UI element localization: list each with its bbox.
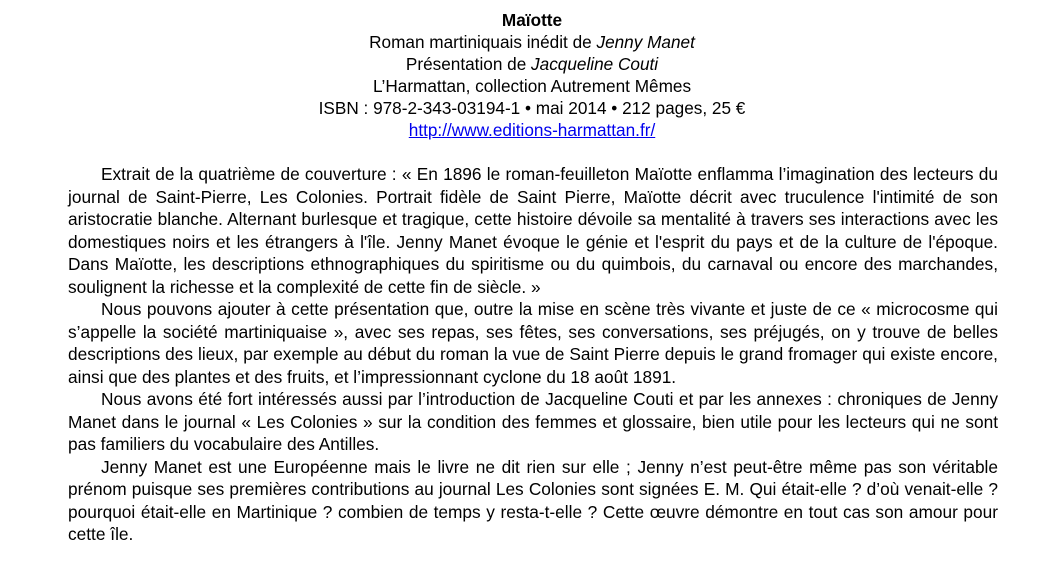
review-body <box>68 163 998 546</box>
book-header <box>0 9 1056 141</box>
book-title: Maïotte <box>501 10 563 30</box>
publisher-line: L’Harmattan, collection Autrement Mêmes <box>372 76 692 96</box>
subtitle-prefix: Roman martiniquais inédit de <box>369 32 597 52</box>
book-subtitle <box>0 31 1056 53</box>
paragraph-cover-excerpt: Extrait de la quatrième de couverture : « En 1896 le roman-feuilleton Maïotte enflamma l’imagination des lecteurs du journal de Saint-Pierre, Les Colonies. Portrait fidèle de Saint Pierre, Maïotte décrit avec truculence l'intimité de son aristocratie blanche. Alternant burlesque et tragique, cette histoire dévoile sa mentalité à travers ses interactions avec les domestiques noirs et les étrangers à l'île. Jenny Manet évoque le génie et l'esprit du pays et de la culture de l'époque. Dans Maïotte, les descriptions ethnographiques du spiritisme ou du quimbois, du carnaval ou encore des marchandes, soulignent la richesse et la complexité de cette fin de siècle. » <box>68 164 998 297</box>
paragraph-author: Jenny Manet est une Européenne mais le livre ne dit rien sur elle ; Jenny n’est peut-être même pas son véritable prénom puisque ses premières contributions au journal Les Colonies sont signées E. M. Qui était-elle ? d’où venait-elle ? pourquoi était-elle en Martinique ? combien de temps y resta-t-elle ? Cette œuvre démontre en tout cas son amour pour cette île. <box>68 456 998 544</box>
presentation-line <box>0 53 1056 75</box>
isbn-line: ISBN : 978-2-343-03194-1 • mai 2014 • 212 pages, 25 € <box>318 98 746 118</box>
presentation-prefix: Présentation de <box>405 54 532 74</box>
author-name: Jenny Manet <box>596 32 695 52</box>
paragraph-introduction: Nous avons été fort intéressés aussi par l’introduction de Jacqueline Couti et par les annexes : chroniques de Jenny Manet dans le journal « Les Colonies » sur la condition des femmes et glossaire, bien utile pour les lecteurs qui ne sont pas familiers du vocabulaire des Antilles. <box>68 389 998 454</box>
paragraph-presentation: Nous pouvons ajouter à cette présentation que, outre la mise en scène très vivante et juste de ce « microcosme qui s’appelle la société martiniquaise », avec ses repas, ses fêtes, ses conversations, ses préjugés, on y trouve de belles descriptions des lieux, par exemple au début du roman la vue de Saint Pierre depuis le grand fromager qui existe encore, ainsi que des plantes et des fruits, et l’impressionnant cyclone du 18 août 1891. <box>68 299 998 387</box>
presenter-name: Jacqueline Couti <box>531 54 659 74</box>
publisher-link[interactable]: http://www.editions-harmattan.fr/ <box>408 120 656 140</box>
